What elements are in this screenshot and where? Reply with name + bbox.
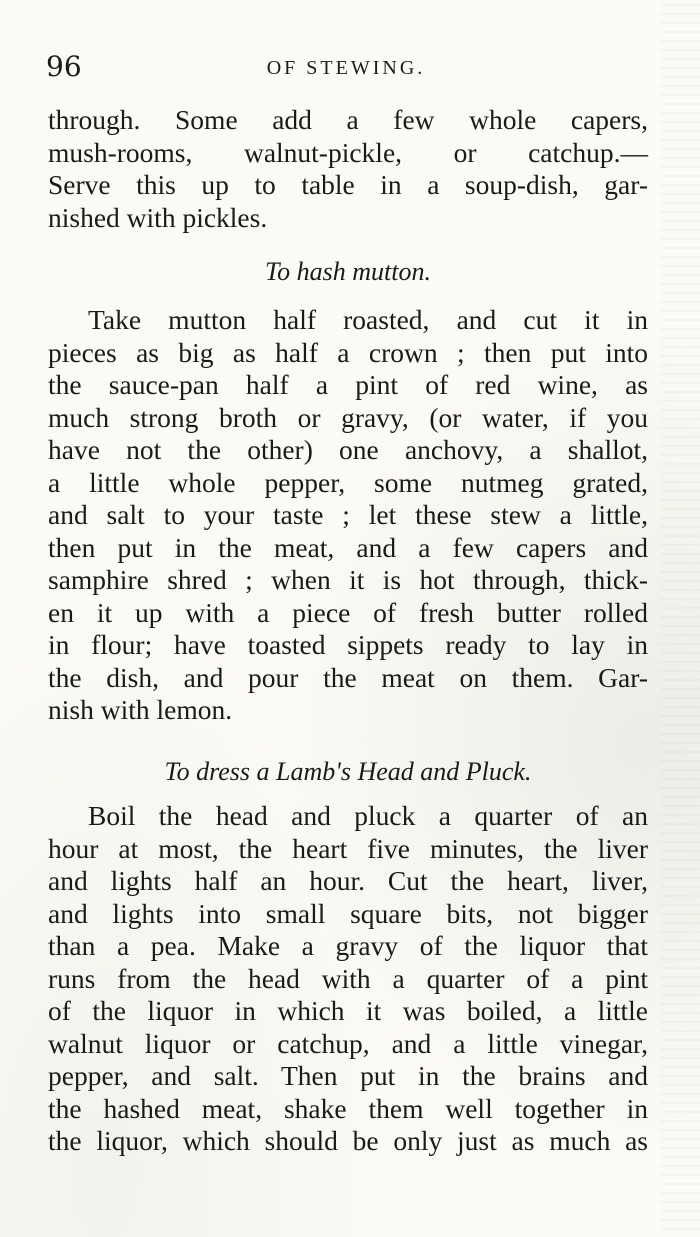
recipe-paragraph-lambs-head	[48, 800, 648, 1158]
text-line: a little whole pepper, some nutmeg grated,	[48, 466, 648, 498]
text-line: runs from the head with a quarter of a pint	[48, 962, 648, 994]
text-line: have not the other) one anchovy, a shallot,	[48, 434, 648, 465]
running-head: OF STEWING.	[266, 57, 426, 79]
text-line: than a pea. Make a gravy of the liquor that	[48, 930, 648, 961]
text-line: samphire shred ; when it is hot through, thick-	[48, 564, 648, 595]
page-number: 96	[46, 50, 82, 83]
text-line: the hashed meat, shake them well together in	[48, 1092, 648, 1124]
text-line: through. Some add a few whole capers,	[48, 104, 648, 135]
text-line: the dish, and pour the meat on them. Gar-	[48, 661, 648, 693]
text-line: nish with lemon.	[48, 694, 233, 725]
text-line: mush-rooms, walnut-pickle, or catchup.—	[48, 136, 648, 168]
intro-paragraph	[48, 104, 648, 234]
page-header	[46, 50, 646, 86]
text-line: and salt to your taste ; let these stew a little,	[48, 499, 648, 530]
text-line: walnut liquor or catchup, and a little vinegar,	[48, 1027, 648, 1059]
recipe-paragraph-hash-mutton	[48, 304, 648, 727]
text-line: nished with pickles.	[48, 201, 268, 233]
text-line: hour at most, the heart five minutes, the liver	[48, 832, 648, 864]
text-line: the liquor, which should be only just as much as	[48, 1125, 648, 1156]
text-line: Boil the head and pluck a quarter of an	[88, 800, 648, 831]
text-line: Take mutton half roasted, and cut it in	[88, 304, 648, 335]
text-line: and lights half an hour. Cut the heart, liver,	[48, 865, 648, 896]
page-edge-texture	[660, 0, 700, 1237]
text-line: en it up with a piece of fresh butter rolled	[48, 596, 648, 628]
text-line: the sauce-pan half a pint of red wine, as	[48, 369, 648, 400]
text-line: in flour; have toasted sippets ready to lay in	[48, 629, 648, 660]
recipe-heading-hash-mutton: To hash mutton.	[265, 257, 431, 286]
text-line: Serve this up to table in a soup-dish, gar-	[48, 169, 648, 200]
text-line: then put in the meat, and a few capers and	[48, 531, 648, 563]
text-line: pieces as big as half a crown ; then put into	[48, 336, 648, 368]
text-line: pepper, and salt. Then put in the brains and	[48, 1060, 648, 1091]
recipe-heading-lambs-head: To dress a Lamb's Head and Pluck.	[164, 757, 532, 786]
text-line: of the liquor in which it was boiled, a little	[48, 995, 648, 1026]
text-line: and lights into small square bits, not bigger	[48, 897, 648, 929]
text-line: much strong broth or gravy, (or water, if you	[48, 401, 648, 433]
